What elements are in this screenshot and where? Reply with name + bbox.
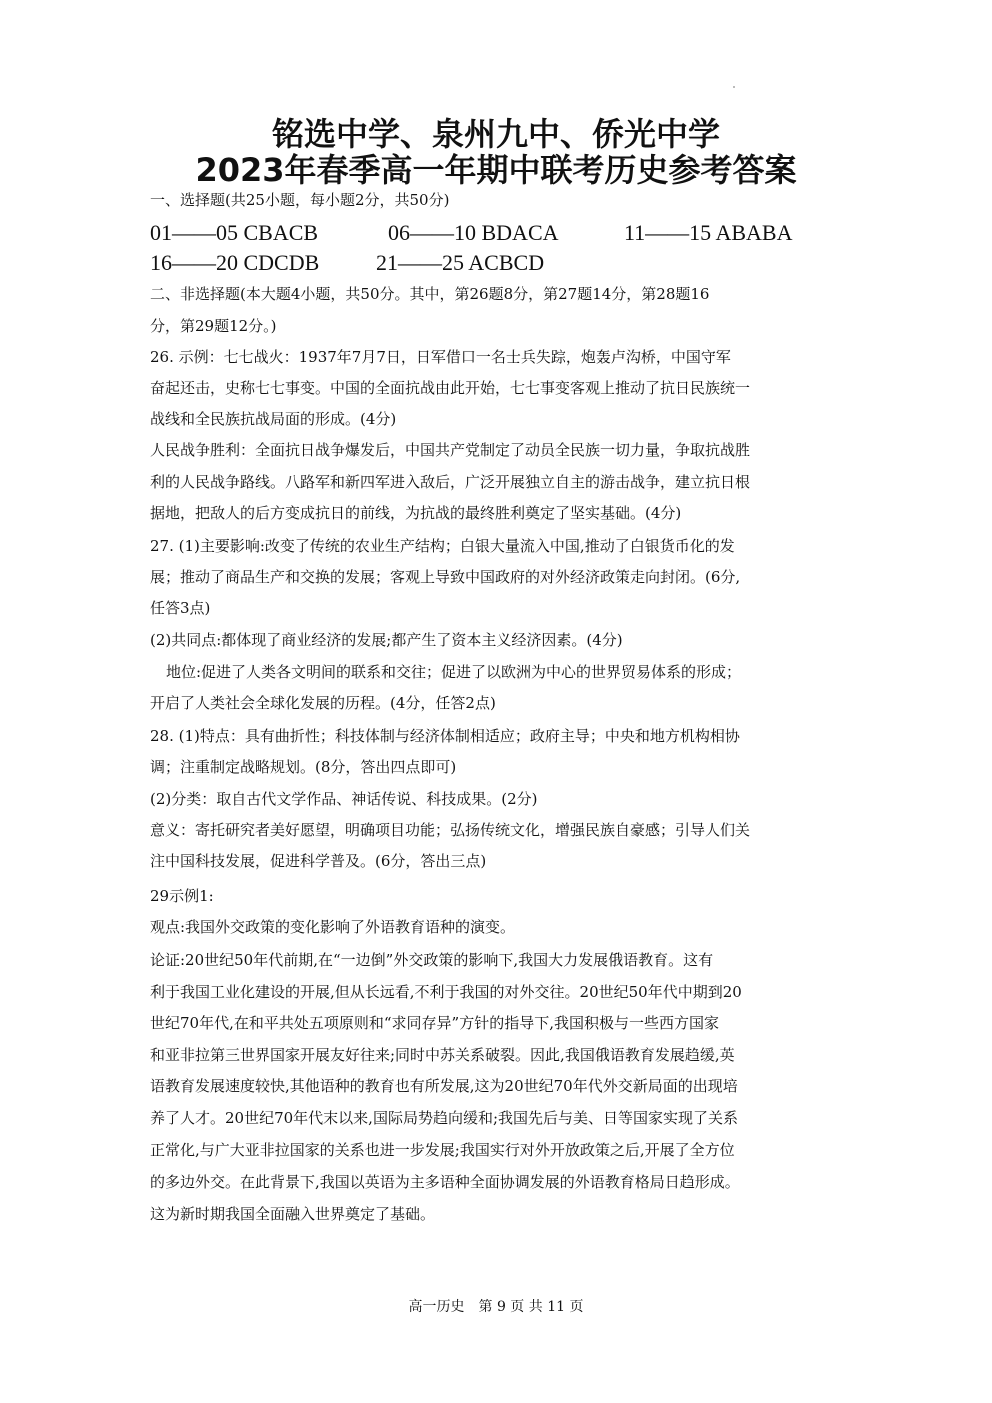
q26-line: 据地，把敌人的后方变成抗日的前线，为抗战的最终胜利奠定了坚实基础。(4分) [150,504,682,522]
q26-line: 26. 示例：七七战火：1937年7月7日，日军借口一名士兵失踪，炮轰卢沟桥，中国守军 [150,348,731,366]
mc-answer-row-1 [150,220,850,246]
q26-line: 战线和全民族抗战局面的形成。(4分) [150,410,397,428]
q26-line: 奋起还击，史称七七事变。中国的全面抗战由此开始，七七事变客观上推动了抗日民族统一 [150,379,751,397]
q28-line: 28. (1)特点：具有曲折性；科技体制与经济体制相适应；政府主导；中央和地方机构相协 [150,727,740,745]
q29-line: 世纪70年代,在和平共处五项原则和“求同存异”方针的指导下,我国积极与一些西方国家 [150,1014,719,1032]
q29-line: 养了人才。20世纪70年代末以来,国际局势趋向缓和;我国先后与美、日等国家实现了关系 [150,1109,738,1127]
q29-line: 正常化,与广大亚非拉国家的关系也进一步发展;我国实行对外开放政策之后,开展了全方位 [150,1141,735,1159]
q29-line: 和亚非拉第三世界国家开展友好往来;同时中苏关系破裂。因此,我国俄语教育发展趋缓,英 [150,1046,735,1064]
q27-position-line: 地位:促进了人类各文明间的联系和交往；促进了以欧洲为中心的世界贸易体系的形成； [166,663,742,681]
mc-answer-11-15: 11——15 ABABA [624,220,793,245]
q29-line: 观点:我国外交政策的变化影响了外语教育语种的演变。 [150,918,516,936]
q27-line: 展；推动了商品生产和交换的发展；客观上导致中国政府的对外经济政策走向封闭。(6分, [150,568,741,586]
q29-line: 这为新时期我国全面融入世界奠定了基础。 [150,1205,436,1223]
page-footer: 高一历史 第 9 页 共 11 页 [408,1299,584,1315]
q27-line: (2)共同点:都体现了商业经济的发展;都产生了资本主义经济因素。(4分) [150,631,623,649]
scan-speck [733,86,735,88]
q28-line: 注中国科技发展，促进科学普及。(6分，答出三点) [150,852,487,870]
q27-line: 27. (1)主要影响:改变了传统的农业生产结构；白银大量流入中国,推动了白银货币化的发 [150,537,735,555]
q28-line: 调；注重制定战略规划。(8分，答出四点即可) [150,758,457,776]
mc-answer-06-10: 06——10 BDACA [388,220,559,245]
q26-line: 人民战争胜利：全面抗日战争爆发后，中国共产党制定了动员全民族一切力量，争取抗战胜 [150,441,751,459]
q29-line: 语教育发展速度较快,其他语种的教育也有所发展,这为20世纪70年代外交新局面的出现培 [150,1077,738,1095]
section1-heading: 一、选择题(共25小题，每小题2分，共50分) [150,191,450,209]
school-title: 铭选中学、泉州九中、侨光中学 [271,115,720,153]
mc-answer-16-20: 16——20 CDCDB [150,250,320,275]
q29-line: 29示例1: [150,887,214,905]
section2-heading-line-2: 分，第29题12分。) [150,317,277,335]
q28-line: 意义：寄托研究者美好愿望，明确项目功能；弘扬传统文化，增强民族自豪感；引导人们关 [150,821,751,839]
q26-line: 利的人民战争路线。八路军和新四军进入敌后，广泛开展独立自主的游击战争，建立抗日根 [150,473,751,491]
mc-answer-01-05: 01——05 CBACB [150,220,319,245]
mc-answer-row-2 [150,250,850,276]
section2-heading-line-1: 二、非选择题(本大题4小题，共50分。其中，第26题8分，第27题14分，第28题16 [150,285,710,303]
q29-line: 论证:20世纪50年代前期,在“一边倒”外交政策的影响下,我国大力发展俄语教育。这有 [150,951,714,969]
mc-answer-21-25: 21——25 ACBCD [376,250,545,275]
q29-line: 的多边外交。在此背景下,我国以英语为主多语种全面协调发展的外语教育格局日趋形成。 [150,1173,740,1191]
q28-line: (2)分类：取自古代文学作品、神话传说、科技成果。(2分) [150,790,538,808]
q27-line: 开启了人类社会全球化发展的历程。(4分，任答2点) [150,694,496,712]
q29-line: 利于我国工业化建设的开展,但从长远看,不利于我国的对外交往。20世纪50年代中期到20 [150,983,742,1001]
exam-title: 2023年春季高一年期中联考历史参考答案 [195,151,797,189]
q27-line: 任答3点) [150,599,211,617]
